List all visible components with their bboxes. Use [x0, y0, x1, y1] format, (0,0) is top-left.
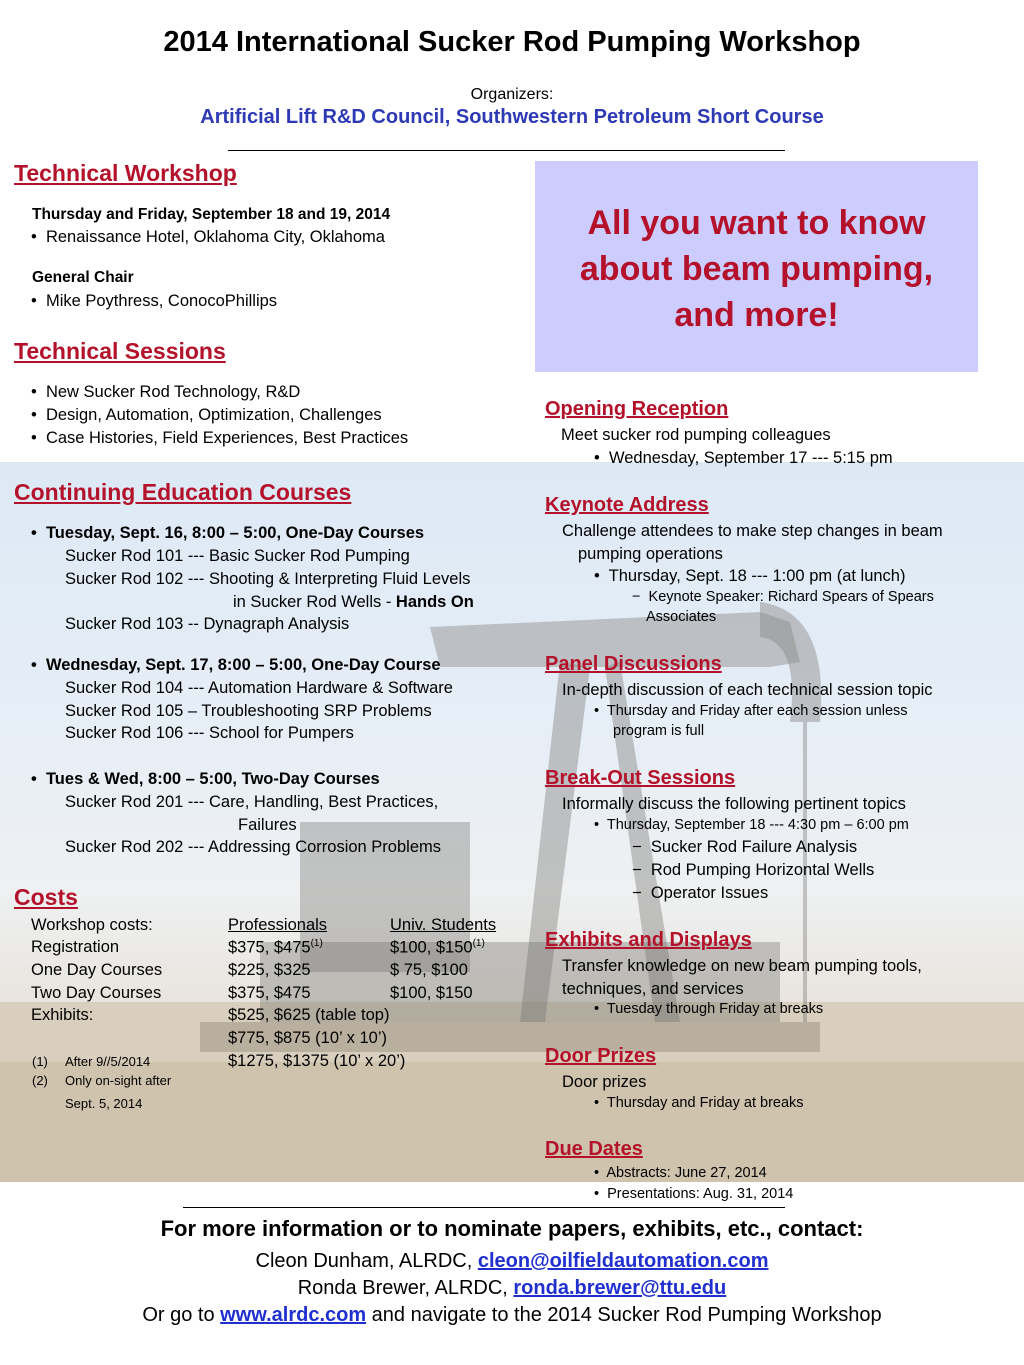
costs-pro-header: Professionals [228, 916, 328, 934]
course-item: Sucker Rod 106 --- School for Pumpers [65, 724, 354, 742]
session-item [31, 383, 300, 402]
cost-row-label: Exhibits: [31, 1006, 94, 1024]
email-link[interactable]: ronda.brewer@ttu.edu [513, 1277, 727, 1299]
keynote-desc: pumping operations [578, 545, 723, 563]
cost-row-label: One Day Courses [31, 961, 163, 979]
cost-value: $375, $475 [228, 938, 311, 957]
breakout-when [594, 817, 909, 833]
due-date-item [594, 1186, 793, 1202]
breakout-heading: Break-Out Sessions [545, 767, 736, 789]
exhibits-desc: Transfer knowledge on new beam pumping tools, [562, 957, 922, 975]
course-item: Sucker Rod 102 --- Shooting & Interpreting Fluid Levels [65, 570, 471, 588]
bullet: • [31, 292, 37, 310]
footnote-number: (2) [32, 1073, 48, 1088]
exhibits-when [594, 1001, 823, 1017]
course-group-title [31, 524, 424, 543]
costs-univ-header: Univ. Students [390, 916, 497, 934]
bullet: • [31, 429, 37, 447]
course-item: Sucker Rod 105 – Troubleshooting SRP Problems [65, 702, 432, 720]
cost-value: $100, $150 [390, 938, 473, 957]
course-item-continued [233, 593, 474, 612]
footer-divider [183, 1207, 785, 1208]
breakout-topic [632, 861, 874, 880]
contact-line [0, 1277, 1024, 1300]
when-text: Thursday, September 18 --- 4:30 pm – 6:00 pm [606, 817, 909, 833]
when-text: Thursday and Friday at breaks [606, 1095, 804, 1111]
keynote-speaker: Associates [646, 609, 717, 625]
bullet: • [594, 567, 600, 585]
footnote-text: Sept. 5, 2014 [65, 1096, 143, 1111]
prizes-desc: Door prizes [562, 1073, 647, 1091]
course-group-title [31, 770, 380, 789]
session-item [31, 406, 382, 425]
panel-when [594, 703, 908, 719]
when-text: Wednesday, September 17 --- 5:15 pm [608, 449, 893, 467]
course-item: Sucker Rod 201 --- Care, Handling, Best Practices, [65, 793, 439, 811]
breakout-desc: Informally discuss the following pertinent topics [562, 795, 906, 813]
bullet: • [31, 383, 37, 401]
keynote-when [594, 567, 905, 586]
cost-row-label: Registration [31, 938, 120, 956]
organizers-names: Artificial Lift R&D Council, Southwestern Petroleum Short Course [200, 106, 824, 128]
prizes-when [594, 1095, 804, 1111]
website-suffix: and navigate to the 2014 Sucker Rod Pumping Workshop [366, 1304, 882, 1326]
cost-row-pro: $525, $625 (table top) [228, 1006, 390, 1024]
session-item [31, 429, 408, 448]
group-title-text: Tuesday, Sept. 16, 8:00 – 5:00, One-Day Courses [45, 524, 425, 542]
keynote-speaker [632, 589, 934, 605]
general-chair-label: General Chair [32, 269, 134, 286]
bullet: • [594, 1186, 600, 1202]
keynote-heading: Keynote Address [545, 494, 709, 516]
panel-heading: Panel Discussions [545, 653, 722, 675]
bullet: • [594, 703, 600, 719]
course-item: Sucker Rod 202 --- Addressing Corrosion Problems [65, 838, 441, 856]
website-line [0, 1304, 1024, 1327]
dash: − [632, 838, 642, 856]
course-text: in Sucker Rod Wells - [233, 593, 396, 611]
door-prizes-heading: Door Prizes [545, 1045, 657, 1067]
course-item: Sucker Rod 104 --- Automation Hardware & Software [65, 679, 453, 697]
website-prefix: Or go to [142, 1304, 221, 1326]
contact-name: Ronda Brewer, ALRDC, [297, 1277, 514, 1299]
bullet: • [31, 228, 37, 246]
hands-on-label: Hands On [395, 593, 474, 611]
website-link[interactable]: www.alrdc.com [220, 1304, 367, 1326]
when-text: Thursday and Friday after each session unless [606, 703, 908, 719]
course-item: Sucker Rod 101 --- Basic Sucker Rod Pumping [65, 547, 410, 565]
bullet: • [594, 1001, 600, 1017]
cost-row-label: Two Day Courses [31, 984, 162, 1002]
panel-when: program is full [613, 723, 705, 739]
due-text: Presentations: Aug. 31, 2014 [607, 1186, 794, 1202]
cost-row-pro [228, 938, 323, 958]
footnote-number: (1) [32, 1054, 48, 1069]
dash: − [632, 884, 642, 902]
group-title-text: Tues & Wed, 8:00 – 5:00, Two-Day Courses [45, 770, 380, 788]
footnote-marker: (1) [472, 938, 485, 949]
callout-text [535, 200, 978, 338]
opening-desc: Meet sucker rod pumping colleagues [561, 426, 831, 444]
contact-name: Cleon Dunham, ALRDC, [255, 1250, 478, 1272]
course-item-continued: Failures [238, 816, 297, 834]
cost-exhibit-option: $1275, $1375 (10’ x 20’) [228, 1052, 406, 1070]
email-link[interactable]: cleon@oilfieldautomation.com [477, 1250, 769, 1272]
course-item: Sucker Rod 103 -- Dynagraph Analysis [65, 615, 350, 633]
panel-desc: In-depth discussion of each technical session topic [562, 681, 933, 699]
cost-row-univ: $ 75, $100 [390, 961, 468, 979]
bullet: • [594, 1165, 600, 1181]
bullet: • [594, 817, 600, 833]
header-divider [228, 150, 785, 151]
topic-text: Operator Issues [650, 884, 769, 902]
topic-text: Sucker Rod Failure Analysis [650, 838, 858, 856]
opening-reception-heading: Opening Reception [545, 398, 729, 420]
general-chair [31, 292, 277, 311]
workshop-venue [31, 228, 385, 247]
costs-label-header: Workshop costs: [31, 916, 153, 934]
bullet: • [594, 449, 600, 467]
costs-heading: Costs [14, 884, 78, 910]
breakout-topic [632, 838, 857, 857]
group-title-text: Wednesday, Sept. 17, 8:00 – 5:00, One-Day Course [45, 656, 441, 674]
contact-heading: For more information or to nominate papers, exhibits, etc., contact: [160, 1216, 864, 1241]
cost-exhibit-option: $775, $875 (10’ x 10’) [228, 1029, 387, 1047]
bullet: • [31, 524, 37, 542]
bullet: • [594, 1095, 600, 1111]
courses-heading: Continuing Education Courses [14, 479, 352, 505]
callout-line: about beam pumping, [579, 250, 934, 288]
when-text: Tuesday through Friday at breaks [606, 1001, 824, 1017]
speaker-text: Keynote Speaker: Richard Spears of Spears [648, 589, 934, 605]
footnote-marker: (1) [310, 938, 323, 949]
contact-line [0, 1250, 1024, 1273]
callout-line: All you want to know [587, 204, 926, 242]
venue-text: Renaissance Hotel, Oklahoma City, Oklahoma [45, 228, 385, 246]
workshop-dates: Thursday and Friday, September 18 and 19, 2014 [32, 206, 391, 223]
due-date-item [594, 1165, 767, 1181]
due-dates-heading: Due Dates [545, 1138, 643, 1160]
course-group-title [31, 656, 441, 675]
keynote-desc: Challenge attendees to make step changes in beam [562, 522, 943, 540]
cost-row-pro: $375, $475 [228, 984, 311, 1002]
bullet: • [31, 406, 37, 424]
organizers-label: Organizers: [470, 86, 554, 103]
when-text: Thursday, Sept. 18 --- 1:00 pm (at lunch) [608, 567, 906, 585]
breakout-topic [632, 884, 768, 903]
session-text: New Sucker Rod Technology, R&D [45, 383, 301, 401]
cost-row-univ: $100, $150 [390, 984, 473, 1002]
technical-workshop-heading: Technical Workshop [14, 160, 237, 186]
cost-row-pro: $225, $325 [228, 961, 311, 979]
dash: − [632, 861, 642, 879]
opening-when [594, 449, 893, 468]
dash: − [632, 589, 641, 605]
cost-row-univ [390, 938, 485, 958]
callout-line: and more! [674, 296, 839, 334]
footnote-text: Only on-sight after [65, 1073, 172, 1088]
exhibits-desc: techniques, and services [562, 980, 744, 998]
bullet: • [31, 770, 37, 788]
session-text: Case Histories, Field Experiences, Best Practices [45, 429, 409, 447]
footnote-text: After 9//5/2014 [65, 1054, 151, 1069]
page-title: 2014 International Sucker Rod Pumping Workshop [163, 26, 861, 58]
technical-sessions-heading: Technical Sessions [14, 338, 226, 364]
topic-text: Rod Pumping Horizontal Wells [650, 861, 875, 879]
due-text: Abstracts: June 27, 2014 [606, 1165, 767, 1181]
bullet: • [31, 656, 37, 674]
exhibits-heading: Exhibits and Displays [545, 929, 752, 951]
chair-text: Mike Poythress, ConocoPhillips [45, 292, 278, 310]
session-text: Design, Automation, Optimization, Challenges [45, 406, 382, 424]
